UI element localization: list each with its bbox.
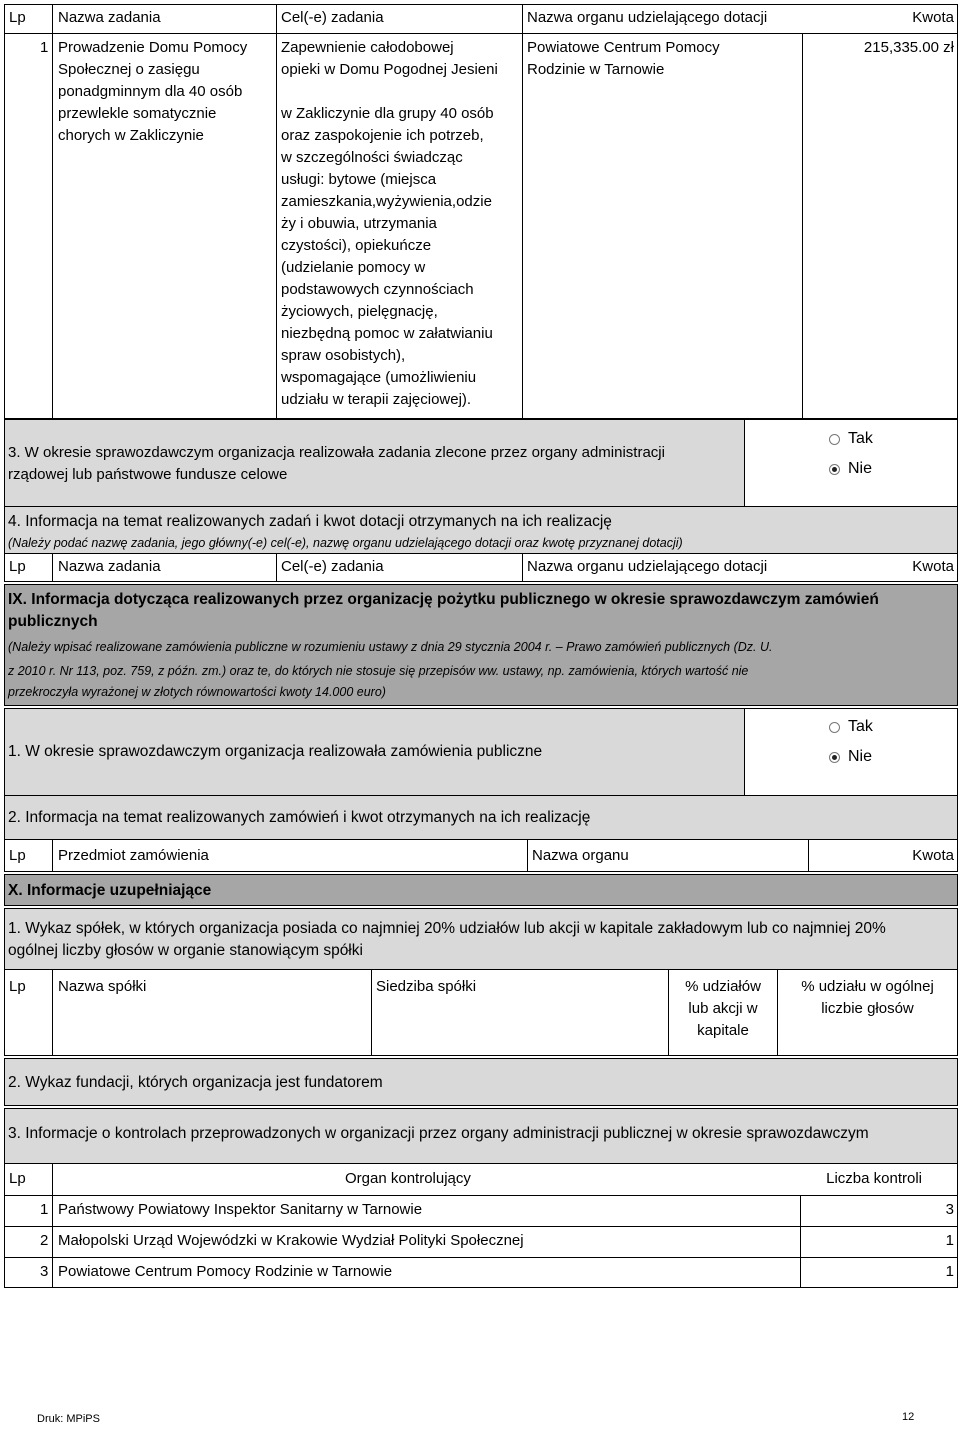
- row-divider: [4, 1195, 958, 1196]
- kontrole-row-liczba: 3: [945, 1201, 954, 1218]
- row-divider: [4, 1226, 958, 1227]
- kontrole-header-liczba: Liczba kontroli: [826, 1170, 922, 1187]
- kontrole-row-organ: Małopolski Urząd Wojewódzki w Krakowie Wydział Polityki Społecznej: [58, 1232, 524, 1249]
- spolki-header-lp: Lp: [9, 978, 26, 995]
- spolki-header-siedziba: Siedziba spółki: [376, 978, 477, 995]
- ix-q1-option-nie[interactable]: [829, 748, 872, 766]
- col-divider: [800, 1195, 801, 1288]
- kontrole-row-lp: 2: [40, 1232, 49, 1249]
- kontrole-row-lp: 1: [40, 1201, 49, 1218]
- header-organ: Nazwa organu udzielającego dotacji: [527, 9, 768, 26]
- q3-option-tak[interactable]: [829, 430, 873, 448]
- section-x-title: X. Informacje uzupełniające: [8, 882, 212, 899]
- ix-header-przedmiot: Przedmiot zamówienia: [58, 847, 209, 864]
- q3-question: 3. W okresie sprawozdawczym organizacja realizowała zadania zlecone przez organy administracji rządowej lub państwowe fundusze celowe: [8, 444, 665, 483]
- row-divider: [4, 1257, 958, 1258]
- radio-unselected-icon: [829, 434, 840, 445]
- q4-header-organ: Nazwa organu udzielającego dotacji: [527, 558, 768, 575]
- radio-selected-icon: [829, 752, 840, 763]
- kontrole-header-lp: Lp: [9, 1170, 26, 1187]
- radio-unselected-icon: [829, 722, 840, 733]
- q3-option-nie-label: Nie: [848, 460, 873, 477]
- spolki-header-glosy: % udziału w ogólnej liczbie głosów: [801, 978, 934, 1017]
- col-divider: [52, 840, 53, 872]
- ix-header-organ: Nazwa organu: [532, 847, 629, 864]
- q4-header-nazwa: Nazwa zadania: [58, 558, 161, 575]
- row-lp: 1: [40, 39, 49, 56]
- header-lp: Lp: [9, 9, 26, 26]
- col-divider: [276, 554, 277, 582]
- row-nazwa-zadania: Prowadzenie Domu Pomocy Społecznej o zasięgu ponadgminnym dla 40 osób przewlekle somatycznie chorych w Zakliczynie: [58, 39, 248, 144]
- kontrole-row-organ: Państwowy Powiatowy Inspektor Sanitarny w Tarnowie: [58, 1201, 423, 1218]
- kontrole-header-organ: Organ kontrolujący: [345, 1170, 471, 1187]
- ix-q1-option-nie-label: Nie: [848, 748, 873, 765]
- col-divider: [527, 840, 528, 872]
- ix-header-lp: Lp: [9, 847, 26, 864]
- col-divider: [52, 554, 53, 582]
- ix-q1-option-tak-label: Tak: [848, 718, 873, 735]
- q4-note: (Należy podać nazwę zadania, jego główny(-e) cel(-e), nazwę organu udzielającego dotacji oraz kwotę przyznanej dotacji): [8, 536, 683, 550]
- row-cel-zadania: Zapewnienie całodobowej opieki w Domu Pogodnej Jesieni w Zakliczynie dla grupy 40 osób oraz zaspokojenie ich potrzeb, w szczególności świadcząc usługi: bytowe (miejsca zamieszkania,wyżywienia,odzie ży i obuwia, utrzymania czystości), opiekuńcze (udzielanie pomocy w podstawowych czynnościach życiowych, pielęgnację, niezbędną pomoc w załatwianiu spraw osobistych), wspomagające (umożliwieniu udziału w terapii zajęciowej).: [281, 39, 498, 408]
- q3-option-tak-label: Tak: [848, 430, 873, 447]
- section-ix-note-1: (Należy wpisać realizowane zamówienia publiczne w rozumieniu ustawy z dnia 29 stycznia 2004 r. – Prawo zamówień publicznych (Dz. U.: [8, 640, 773, 654]
- kontrole-row-liczba: 1: [945, 1263, 954, 1280]
- spolki-header-nazwa: Nazwa spółki: [58, 978, 147, 995]
- ix-q2-title: 2. Informacja na temat realizowanych zamówień i kwot otrzymanych na ich realizację: [8, 809, 591, 826]
- col-divider: [522, 554, 523, 582]
- col-divider: [371, 970, 372, 1056]
- kontrole-row-organ: Powiatowe Centrum Pomocy Rodzinie w Tarnowie: [58, 1263, 393, 1280]
- col-divider: [52, 970, 53, 1056]
- spolki-header-udzial: % udziałów lub akcji w kapitale: [685, 978, 761, 1039]
- x-q3-title: 3. Informacje o kontrolach przeprowadzonych w organizacji przez organy administracji publicznej w okresie sprawozdawczym: [8, 1125, 869, 1142]
- col-divider: [522, 4, 523, 34]
- footer-print-label: Druk: MPiPS: [37, 1413, 100, 1425]
- col-divider: [808, 840, 809, 872]
- section-ix-note-2: z 2010 r. Nr 113, poz. 759, z późn. zm.) oraz te, do których nie stosuje się przepisów ww. ustawy, np. zamówienia, których wartość nie: [8, 664, 749, 678]
- header-kwota: Kwota: [912, 9, 954, 26]
- q3-option-nie[interactable]: [829, 460, 872, 478]
- row-organ: Powiatowe Centrum Pomocy Rodzinie w Tarnowie: [527, 39, 720, 78]
- ix-header-kwota: Kwota: [912, 847, 954, 864]
- row-kwota: 215,335.00 zł: [863, 39, 954, 56]
- header-nazwa-zadania: Nazwa zadania: [58, 9, 161, 26]
- section-ix-title: IX. Informacja dotycząca realizowanych przez organizację pożytku publicznego w okresie sprawozdawczym zamówień publicznych: [8, 591, 879, 630]
- section-ix-note-3: przekroczyła wyrażonej w złotych równowartości kwoty 14.000 euro): [8, 685, 386, 699]
- kontrole-row-lp: 3: [40, 1263, 49, 1280]
- col-divider: [522, 34, 523, 419]
- header-cel-zadania: Cel(-e) zadania: [281, 9, 384, 26]
- ix-q1-option-tak[interactable]: [829, 718, 873, 736]
- x-q1-title: 1. Wykaz spółek, w których organizacja posiada co najmniej 20% udziałów lub akcji w kapitale zakładowym lub co najmniej 20% ogólnej liczby głosów w organie stanowiącym spółki: [8, 920, 886, 959]
- q4-title: 4. Informacja na temat realizowanych zadań i kwot dotacji otrzymanych na ich realizację: [8, 513, 612, 530]
- x-q2-title: 2. Wykaz fundacji, których organizacja jest fundatorem: [8, 1074, 383, 1091]
- q4-header-kwota: Kwota: [912, 558, 954, 575]
- col-divider: [802, 34, 803, 419]
- radio-selected-icon: [829, 464, 840, 475]
- q4-header-lp: Lp: [9, 558, 26, 575]
- ix-q1-question: 1. W okresie sprawozdawczym organizacja realizowała zamówienia publiczne: [8, 743, 543, 760]
- q4-header-cel: Cel(-e) zadania: [281, 558, 384, 575]
- kontrole-row-liczba: 1: [945, 1232, 954, 1249]
- footer-page-number: 12: [902, 1411, 915, 1423]
